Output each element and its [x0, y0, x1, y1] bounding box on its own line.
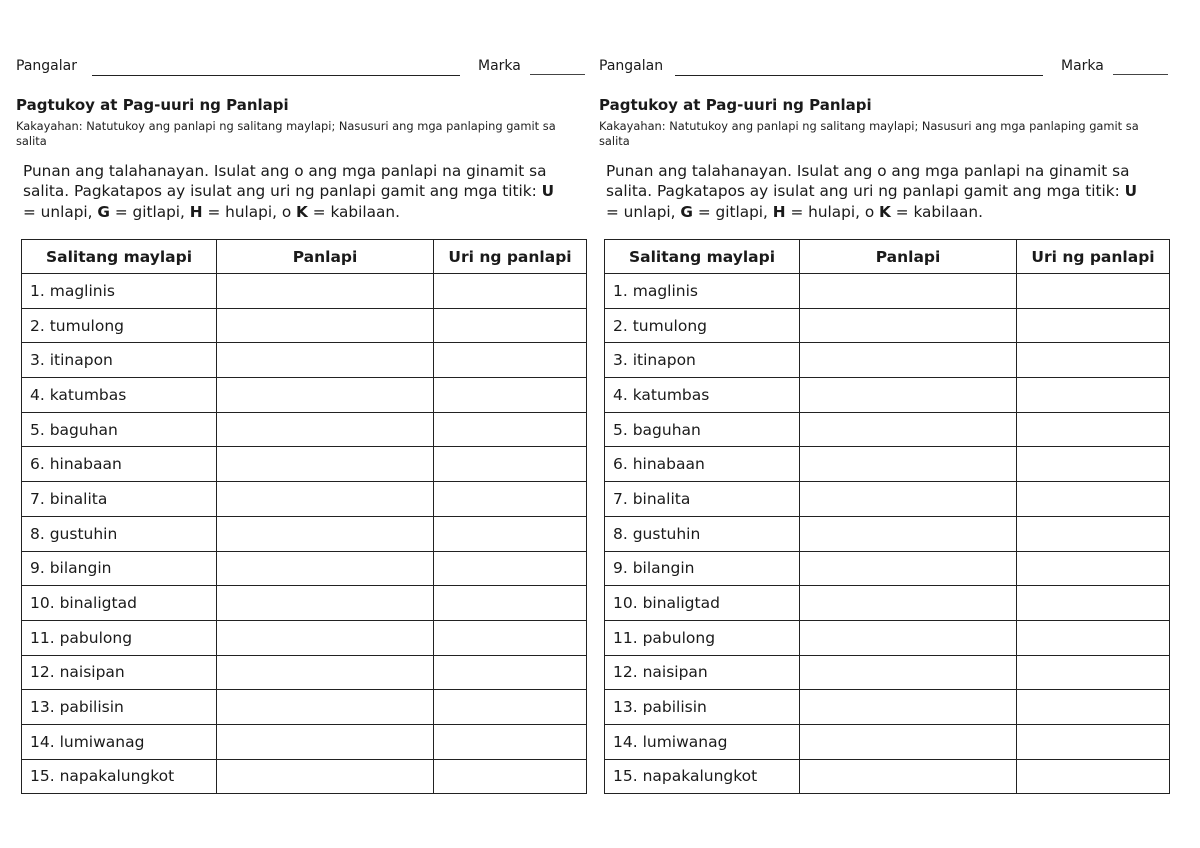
panlapi-answer-cell[interactable]: [800, 482, 1017, 517]
word-cell: 1. maglinis: [605, 274, 800, 309]
uri-answer-cell[interactable]: [434, 378, 587, 413]
panlapi-answer-cell[interactable]: [800, 551, 1017, 586]
table-row: [605, 378, 1170, 413]
uri-answer-cell[interactable]: [1017, 274, 1170, 309]
name-label: Pangalar: [16, 58, 77, 74]
table-row: [605, 482, 1170, 517]
table-row: [605, 690, 1170, 725]
uri-answer-cell[interactable]: [434, 759, 587, 794]
table-row: [22, 655, 587, 690]
panlapi-answer-cell[interactable]: [800, 620, 1017, 655]
word-cell: 9. bilangin: [605, 551, 800, 586]
word-cell: 9. bilangin: [22, 551, 217, 586]
panlapi-answer-cell[interactable]: [800, 655, 1017, 690]
answer-table: [21, 239, 587, 794]
table-row: [605, 620, 1170, 655]
header-panlapi: Panlapi: [800, 240, 1017, 274]
mark-label: Marka: [478, 58, 521, 74]
word-cell: 4. katumbas: [22, 378, 217, 413]
table-row: [22, 482, 587, 517]
uri-answer-cell[interactable]: [1017, 759, 1170, 794]
uri-answer-cell[interactable]: [1017, 412, 1170, 447]
uri-answer-cell[interactable]: [434, 724, 587, 759]
header-panlapi: Panlapi: [217, 240, 434, 274]
panlapi-answer-cell[interactable]: [217, 447, 434, 482]
word-cell: 14. lumiwanag: [605, 724, 800, 759]
word-cell: 5. baguhan: [605, 412, 800, 447]
table-row: [22, 343, 587, 378]
uri-answer-cell[interactable]: [1017, 447, 1170, 482]
panlapi-answer-cell[interactable]: [217, 724, 434, 759]
worksheet-title: Pagtukoy at Pag-uuri ng Panlapi: [599, 96, 872, 114]
panlapi-answer-cell[interactable]: [800, 274, 1017, 309]
word-cell: 3. itinapon: [605, 343, 800, 378]
table-row: [22, 551, 587, 586]
name-blank-line[interactable]: [675, 75, 1043, 76]
uri-answer-cell[interactable]: [434, 412, 587, 447]
name-blank-line[interactable]: [92, 75, 460, 76]
panlapi-answer-cell[interactable]: [800, 586, 1017, 621]
header-uri-ng-panlapi: Uri ng panlapi: [434, 240, 587, 274]
table-header-row: [605, 240, 1170, 274]
table-row: [605, 586, 1170, 621]
panlapi-answer-cell[interactable]: [217, 412, 434, 447]
panlapi-answer-cell[interactable]: [217, 551, 434, 586]
uri-answer-cell[interactable]: [434, 308, 587, 343]
instructions: Punan ang talahanayan. Isulat ang o ang mga panlapi na ginamit sa salita. Pagkatapos ay isulat ang uri ng panlapi gamit ang mga titik: U = unlapi, G = gitlapi, H = hulapi, o K = kabilaan.: [606, 162, 1138, 221]
name-row: [599, 58, 1169, 78]
word-cell: 7. binalita: [22, 482, 217, 517]
table-row: [605, 343, 1170, 378]
panlapi-answer-cell[interactable]: [217, 759, 434, 794]
panlapi-answer-cell[interactable]: [800, 378, 1017, 413]
table-row: [605, 447, 1170, 482]
table-row: [22, 412, 587, 447]
uri-answer-cell[interactable]: [1017, 482, 1170, 517]
uri-answer-cell[interactable]: [434, 447, 587, 482]
table-row: [605, 759, 1170, 794]
word-cell: 13. pabilisin: [22, 690, 217, 725]
table-row: [605, 655, 1170, 690]
mark-blank-line[interactable]: [530, 74, 585, 75]
panlapi-answer-cell[interactable]: [800, 690, 1017, 725]
uri-answer-cell[interactable]: [434, 655, 587, 690]
word-cell: 2. tumulong: [605, 308, 800, 343]
table-row: [22, 724, 587, 759]
word-cell: 2. tumulong: [22, 308, 217, 343]
uri-answer-cell[interactable]: [1017, 308, 1170, 343]
header-salitang-maylapi: Salitang maylapi: [605, 240, 800, 274]
table-row: [22, 308, 587, 343]
word-cell: 11. pabulong: [605, 620, 800, 655]
panlapi-answer-cell[interactable]: [800, 724, 1017, 759]
word-cell: 10. binaligtad: [605, 586, 800, 621]
panlapi-answer-cell[interactable]: [800, 412, 1017, 447]
name-label: Pangalan: [599, 58, 664, 74]
table-row: [605, 724, 1170, 759]
uri-answer-cell[interactable]: [434, 343, 587, 378]
panlapi-answer-cell[interactable]: [800, 343, 1017, 378]
table-row: [22, 274, 587, 309]
panlapi-answer-cell[interactable]: [800, 447, 1017, 482]
word-cell: 4. katumbas: [605, 378, 800, 413]
mark-label: Marka: [1061, 58, 1104, 74]
uri-answer-cell[interactable]: [1017, 655, 1170, 690]
uri-answer-cell[interactable]: [1017, 690, 1170, 725]
uri-answer-cell[interactable]: [434, 620, 587, 655]
uri-answer-cell[interactable]: [1017, 516, 1170, 551]
panlapi-answer-cell[interactable]: [217, 586, 434, 621]
name-row: [16, 58, 586, 78]
table-row: [22, 690, 587, 725]
panlapi-answer-cell[interactable]: [217, 274, 434, 309]
word-cell: 7. binalita: [605, 482, 800, 517]
panlapi-answer-cell[interactable]: [217, 655, 434, 690]
skill-text: Kakayahan: Natutukoy ang panlapi ng salitang maylapi; Nasusuri ang mga panlaping gamit sa salita: [599, 119, 1139, 148]
panlapi-answer-cell[interactable]: [217, 620, 434, 655]
uri-answer-cell[interactable]: [434, 274, 587, 309]
worksheet-title: Pagtukoy at Pag-uuri ng Panlapi: [16, 96, 289, 114]
skill-text: Kakayahan: Natutukoy ang panlapi ng salitang maylapi; Nasusuri ang mga panlaping gamit sa salita: [16, 119, 556, 148]
table-row: [22, 759, 587, 794]
word-cell: 15. napakalungkot: [22, 759, 217, 794]
table-row: [22, 447, 587, 482]
panlapi-answer-cell[interactable]: [217, 516, 434, 551]
uri-answer-cell[interactable]: [1017, 724, 1170, 759]
word-cell: 12. naisipan: [22, 655, 217, 690]
table-row: [22, 516, 587, 551]
uri-answer-cell[interactable]: [1017, 551, 1170, 586]
table-row: [605, 516, 1170, 551]
header-salitang-maylapi: Salitang maylapi: [22, 240, 217, 274]
uri-answer-cell[interactable]: [1017, 378, 1170, 413]
table-row: [605, 551, 1170, 586]
word-cell: 10. binaligtad: [22, 586, 217, 621]
table-row: [22, 620, 587, 655]
word-cell: 1. maglinis: [22, 274, 217, 309]
word-cell: 8. gustuhin: [22, 516, 217, 551]
table-row: [605, 308, 1170, 343]
table-row: [22, 378, 587, 413]
panlapi-answer-cell[interactable]: [217, 343, 434, 378]
mark-blank-line[interactable]: [1113, 74, 1168, 75]
uri-answer-cell[interactable]: [434, 482, 587, 517]
word-cell: 6. hinabaan: [605, 447, 800, 482]
word-cell: 15. napakalungkot: [605, 759, 800, 794]
word-cell: 8. gustuhin: [605, 516, 800, 551]
word-cell: 6. hinabaan: [22, 447, 217, 482]
header-uri-ng-panlapi: Uri ng panlapi: [1017, 240, 1170, 274]
uri-answer-cell[interactable]: [1017, 620, 1170, 655]
panlapi-answer-cell[interactable]: [800, 759, 1017, 794]
word-cell: 11. pabulong: [22, 620, 217, 655]
table-row: [605, 412, 1170, 447]
table-row: [22, 586, 587, 621]
answer-table: [604, 239, 1170, 794]
word-cell: 3. itinapon: [22, 343, 217, 378]
table-row: [605, 274, 1170, 309]
panlapi-answer-cell[interactable]: [800, 308, 1017, 343]
uri-answer-cell[interactable]: [434, 516, 587, 551]
panlapi-answer-cell[interactable]: [217, 308, 434, 343]
panlapi-answer-cell[interactable]: [217, 378, 434, 413]
table-header-row: [22, 240, 587, 274]
panlapi-answer-cell[interactable]: [800, 516, 1017, 551]
word-cell: 14. lumiwanag: [22, 724, 217, 759]
word-cell: 5. baguhan: [22, 412, 217, 447]
word-cell: 13. pabilisin: [605, 690, 800, 725]
instructions: Punan ang talahanayan. Isulat ang o ang mga panlapi na ginamit sa salita. Pagkatapos ay isulat ang uri ng panlapi gamit ang mga titik: U = unlapi, G = gitlapi, H = hulapi, o K = kabilaan.: [23, 162, 555, 221]
panlapi-answer-cell[interactable]: [217, 690, 434, 725]
uri-answer-cell[interactable]: [434, 586, 587, 621]
uri-answer-cell[interactable]: [434, 551, 587, 586]
uri-answer-cell[interactable]: [1017, 586, 1170, 621]
uri-answer-cell[interactable]: [1017, 343, 1170, 378]
panlapi-answer-cell[interactable]: [217, 482, 434, 517]
uri-answer-cell[interactable]: [434, 690, 587, 725]
word-cell: 12. naisipan: [605, 655, 800, 690]
